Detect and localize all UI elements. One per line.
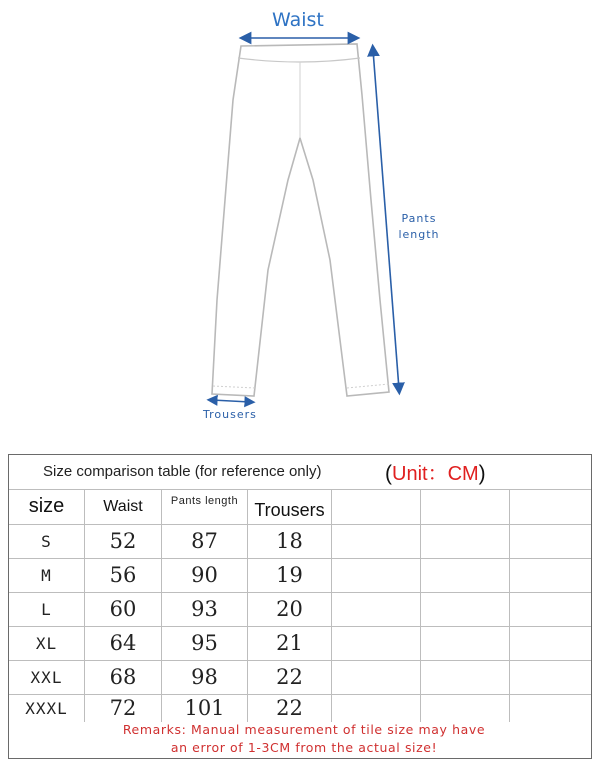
table-row bbox=[9, 524, 591, 559]
empty-cell bbox=[332, 558, 421, 592]
empty-cell bbox=[510, 626, 593, 660]
size-cell: XXL bbox=[9, 660, 85, 694]
pants-length-line1: Pants bbox=[401, 212, 437, 225]
header-pants-length: Pants length bbox=[162, 489, 248, 524]
empty-cell bbox=[332, 524, 421, 558]
trousers-cell: 18 bbox=[248, 524, 332, 558]
remarks-line1: Remarks: Manual measurement of tile size may have bbox=[122, 722, 486, 737]
header-empty bbox=[332, 489, 421, 524]
waist-cell: 56 bbox=[85, 558, 162, 592]
empty-cell bbox=[421, 660, 510, 694]
trousers-cell: 22 bbox=[248, 694, 332, 722]
unit-close-paren: ) bbox=[478, 462, 486, 485]
trousers-cell: 21 bbox=[248, 626, 332, 660]
size-comparison-table bbox=[8, 454, 592, 759]
remarks-note bbox=[69, 721, 539, 757]
table-row bbox=[9, 626, 591, 661]
empty-cell bbox=[421, 592, 510, 626]
empty-cell bbox=[332, 660, 421, 694]
table-header-row bbox=[9, 489, 591, 525]
trousers-label: Trousers bbox=[203, 408, 257, 421]
waist-cell: 68 bbox=[85, 660, 162, 694]
pants-length-cell: 87 bbox=[162, 524, 248, 558]
trousers-cell: 22 bbox=[248, 660, 332, 694]
empty-cell bbox=[332, 626, 421, 660]
empty-cell bbox=[421, 626, 510, 660]
unit-open-paren: ( bbox=[385, 462, 392, 485]
waist-cell: 52 bbox=[85, 524, 162, 558]
header-empty bbox=[510, 489, 593, 524]
empty-cell bbox=[510, 694, 593, 722]
pants-length-cell: 101 bbox=[162, 694, 248, 722]
empty-cell bbox=[421, 694, 510, 722]
pants-length-cell: 95 bbox=[162, 626, 248, 660]
trousers-cell: 20 bbox=[248, 592, 332, 626]
waist-label: Waist bbox=[272, 9, 324, 31]
pants-length-line2: length bbox=[398, 228, 440, 241]
table-row bbox=[9, 592, 591, 627]
size-cell: L bbox=[9, 592, 85, 626]
empty-cell bbox=[421, 558, 510, 592]
trousers-cell: 19 bbox=[248, 558, 332, 592]
empty-cell bbox=[510, 592, 593, 626]
size-cell: XXXL bbox=[9, 694, 85, 722]
empty-cell bbox=[421, 524, 510, 558]
pants-length-label bbox=[398, 211, 440, 243]
table-row bbox=[9, 694, 591, 722]
hem-arrow bbox=[212, 400, 250, 402]
empty-cell bbox=[332, 694, 421, 722]
empty-cell bbox=[510, 524, 593, 558]
pants-length-cell: 98 bbox=[162, 660, 248, 694]
header-empty bbox=[421, 489, 510, 524]
empty-cell bbox=[332, 592, 421, 626]
empty-cell bbox=[510, 558, 593, 592]
waist-cell: 64 bbox=[85, 626, 162, 660]
table-title-row bbox=[9, 455, 591, 490]
size-cell: M bbox=[9, 558, 85, 592]
size-cell: S bbox=[9, 524, 85, 558]
size-cell: XL bbox=[9, 626, 85, 660]
empty-cell bbox=[510, 660, 593, 694]
pants-length-cell: 93 bbox=[162, 592, 248, 626]
header-size: size bbox=[9, 489, 85, 524]
remarks-line2: an error of 1-3CM from the actual size! bbox=[170, 740, 438, 755]
pants-length-cell: 90 bbox=[162, 558, 248, 592]
waist-cell: 72 bbox=[85, 694, 162, 722]
unit-label bbox=[385, 457, 486, 486]
waist-cell: 60 bbox=[85, 592, 162, 626]
table-row bbox=[9, 660, 591, 695]
header-trousers: Trousers bbox=[248, 489, 332, 524]
header-waist: Waist bbox=[85, 489, 162, 524]
table-title: Size comparison table (for reference only) bbox=[43, 463, 322, 480]
unit-text: Unit：CM bbox=[392, 463, 479, 485]
table-row bbox=[9, 558, 591, 593]
